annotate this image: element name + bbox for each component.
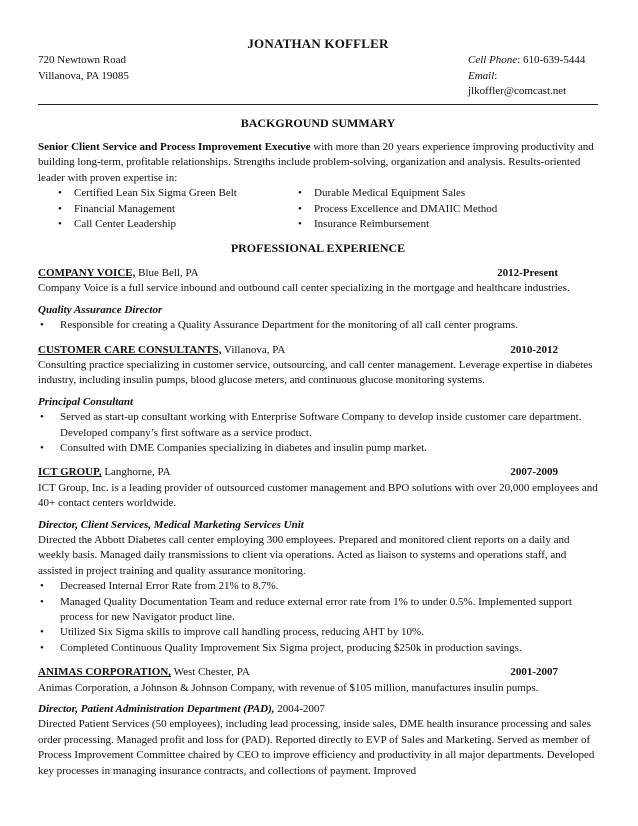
job-entry [38, 343, 598, 457]
skill-item: • Certified Lean Six Sigma Green Belt [58, 186, 298, 201]
company-location: Langhorne, PA [101, 466, 171, 479]
role-title: Director, Client Services, Medical Marketing Services Unit [38, 518, 304, 531]
skill-item: • Durable Medical Equipment Sales [298, 186, 598, 201]
achievement-item: • Consulted with DME Companies specializing in diabetes and insulin pump market. [38, 441, 598, 456]
phone [468, 53, 598, 68]
summary-paragraph [38, 140, 598, 186]
email-label: Email [468, 69, 495, 82]
job-role [38, 303, 598, 318]
company-location: Blue Bell, PA [135, 266, 199, 279]
company-location: Villanova, PA [221, 343, 286, 356]
company-description: Animas Corporation, a Johnson & Johnson Company, with revenue of $105 million, manufactures insulin pumps. [38, 681, 539, 694]
job-role [38, 702, 598, 717]
header-divider [38, 104, 598, 105]
job-dates: 2012-Present [497, 266, 558, 279]
job-employer [38, 665, 250, 680]
job-header [38, 343, 598, 358]
achievement-item: • Responsible for creating a Quality Assurance Department for the monitoring of all call center programs. [38, 318, 598, 333]
achievement-list [38, 579, 598, 656]
achievement-item: • Served as start-up consultant working with Enterprise Software Company to develop inside customer care department. Developed company’s first software as a service product. [38, 410, 598, 441]
job-header [38, 665, 598, 680]
skill-item: • Insurance Reimbursement [298, 217, 598, 232]
job-entry [38, 465, 598, 656]
address [38, 53, 129, 99]
job-entry [38, 266, 598, 334]
company-name: CUSTOMER CARE CONSULTANTS, [38, 343, 222, 356]
company-location: West Chester, PA [171, 666, 250, 679]
achievement-item: • Managed Quality Documentation Team and reduce external error rate from 1% to under 0.5%. Implemented support process for new Navigator product line. [38, 595, 598, 626]
job-role [38, 518, 598, 533]
skills-list [58, 186, 598, 232]
skill-item: • Process Excellence and DMAIIC Method [298, 202, 598, 217]
experience-heading: PROFESSIONAL EXPERIENCE [230, 241, 406, 256]
job-header [38, 465, 598, 480]
job-employer [38, 465, 171, 480]
summary-heading: BACKGROUND SUMMARY [240, 115, 396, 130]
job-dates: 2001-2007 [510, 666, 558, 679]
resume-page [38, 36, 598, 779]
role-title: Quality Assurance Director [38, 303, 163, 316]
skill-item: • Call Center Leadership [58, 217, 298, 232]
role-title: Director, Patient Administration Department (PAD), [38, 703, 275, 716]
address-line-2: Villanova, PA 19085 [38, 69, 129, 82]
role-description: Directed Patient Services (50 employees), including lead processing, inside sales, DME health insurance processing and sales order processing. Managed profit and loss for (PAD). Reported directly to EVP of Sales and Marketing. Served as member of Process Improvement Committee chaired by CEO to improve efficiency and productivity in all major departments. Developed key processes in managing insurance contracts, and collections of payment. Improved [38, 718, 595, 777]
achievement-item: • Decreased Internal Error Rate from 21% to 8.7%. [38, 579, 598, 594]
jobs-list [38, 266, 598, 779]
contact-block [38, 53, 598, 99]
job-entry [38, 665, 598, 779]
achievement-item: • Completed Continuous Quality Improvement Six Sigma project, producing $250k in production savings. [38, 641, 598, 656]
job-role [38, 395, 598, 410]
achievement-list [38, 410, 598, 456]
job-employer [38, 343, 285, 358]
summary-text: with more than 20 years experience improving productivity and building long-term, profitable relationships. Strengths include problem-solving, organization and analysis. Results-oriented leader with proven expertise in: [38, 141, 594, 184]
candidate-name: JONATHAN KOFFLER [247, 36, 389, 51]
address-line-1: 720 Newtown Road [38, 54, 126, 67]
role-title: Principal Consultant [38, 395, 134, 408]
email [468, 69, 598, 100]
role-dates: 2004-2007 [274, 703, 325, 716]
skill-item: • Financial Management [58, 202, 298, 217]
company-name: COMPANY VOICE, [38, 266, 136, 279]
company-name: ANIMAS CORPORATION, [38, 666, 172, 679]
job-employer [38, 266, 199, 281]
company-description: ICT Group, Inc. is a leading provider of outsourced customer management and BPO solutions with over 20,000 employees and 40+ contact centers worldwide. [38, 481, 598, 510]
company-description: Consulting practice specializing in customer service, outsourcing, and call center management. Leverage expertise in diabetes industry, including insulin pumps, blood glucose meters, and continuous glucose monitoring systems. [38, 358, 593, 387]
company-description: Company Voice is a full service inbound and outbound call center specializing in the mortgage and healthcare industries. [38, 282, 570, 295]
company-name: ICT GROUP, [38, 466, 102, 479]
contact-details [468, 53, 598, 99]
job-dates: 2010-2012 [510, 343, 558, 356]
summary-lead: Senior Client Service and Process Improvement Executive [38, 141, 311, 154]
job-header [38, 266, 598, 281]
achievement-item: • Utilized Six Sigma skills to improve call handling process, reducing AHT by 10%. [38, 625, 598, 640]
email-address: : jlkoffler@comcast.net [468, 69, 567, 98]
phone-label: Cell Phone [468, 54, 518, 67]
role-description: Directed the Abbott Diabetes call center employing 300 employees. Prepared and monitored client reports on a daily and weekly basis. Managed daily transmissions to client via operations. Acted as liaison to systems and operations staff, and assisted in project training and quality assurance monitoring. [38, 533, 570, 577]
job-dates: 2007-2009 [510, 466, 558, 479]
phone-number: : 610-639-5444 [517, 54, 586, 67]
achievement-list [38, 318, 598, 333]
